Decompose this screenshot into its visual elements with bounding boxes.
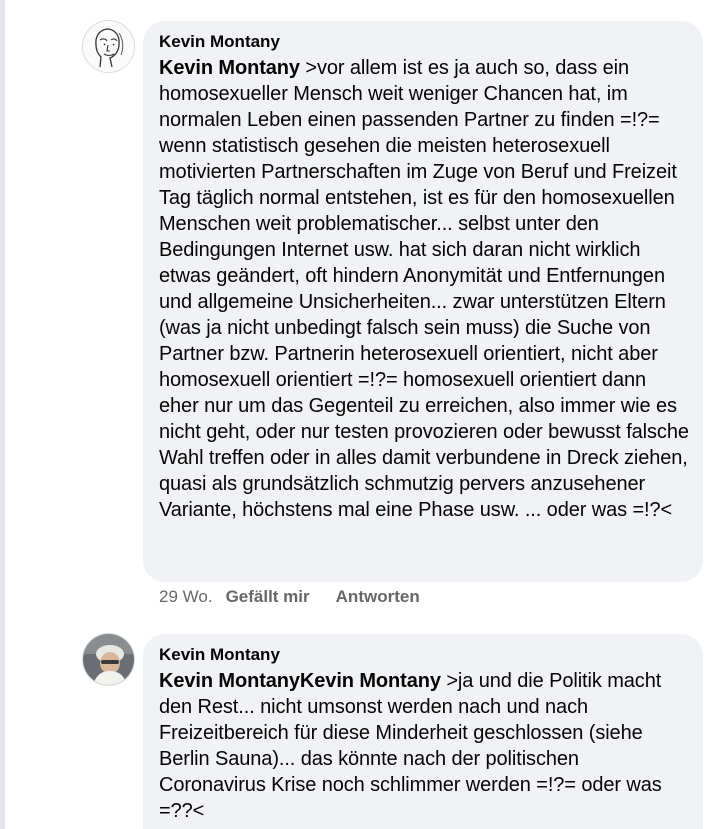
comment-body: >vor allem ist es ja auch so, dass ein homosexueller Mensch weit weniger Chancen hat, im normalen Leben einen passenden Partner zu finden =!?= wenn statistisch gesehen die meisten heterosexuell motivierten Partnerschaften im Zuge von Beruf und Freizeit Tag täglich normal entstehen, ist es für den homosexuellen Menschen weit problematischer... selbst unter den Bedingungen Internet usw. hat sich daran nicht wirklich etwas geändert, oft hindern Anonymität und Entfernungen und allgemeine Unsicherheiten... zwar unterstützen Eltern (was ja nicht unbedingt falsch sein muss) die Suche von Partner bzw. Partnerin heterosexuell orientiert, nicht aber homosexuell orientiert =!?= homosexuell orientiert dann eher nur um das Gegenteil zu erreichen, also immer wie es nicht geht, oder nur testen provozieren oder bewusst falsche Wahl treffen oder in alles damit verbundene in Dreck ziehen, quasi als grundsätzlich schmutzig pervers anzusehener Variante, höchstens mal eine Phase usw. ... oder was =!?< bbox=[159, 57, 689, 521]
avatar[interactable] bbox=[82, 633, 135, 686]
comment-actions bbox=[159, 587, 420, 607]
comment-author[interactable]: Kevin Montany bbox=[159, 32, 280, 51]
profile-photo-icon bbox=[83, 634, 135, 686]
comment-bubble bbox=[143, 21, 703, 582]
comment-text bbox=[159, 55, 691, 523]
comment-author[interactable]: Kevin Montany bbox=[159, 645, 280, 664]
comment-body: >ja und die Politik macht den Rest... nicht umsonst werden nach und nach Freizeitbereich für diese Minderheit geschlossen (siehe Berlin Sauna)... das könnte nach der politischen Coronavirus Krise noch schlimmer werden =!?= oder was =??< bbox=[159, 670, 662, 822]
sketch-face-icon bbox=[83, 21, 135, 73]
mention-link[interactable]: Kevin MontanyKevin Montany bbox=[159, 670, 441, 692]
comment-bubble bbox=[143, 634, 703, 829]
comment-text bbox=[159, 668, 691, 824]
mention-link[interactable]: Kevin Montany bbox=[159, 57, 300, 79]
reply-button[interactable]: Antworten bbox=[335, 587, 420, 606]
comment-timestamp[interactable]: 29 Wo. bbox=[159, 587, 213, 606]
like-button[interactable]: Gefällt mir bbox=[225, 587, 310, 606]
avatar[interactable] bbox=[82, 20, 135, 73]
scroll-edge bbox=[0, 0, 5, 829]
